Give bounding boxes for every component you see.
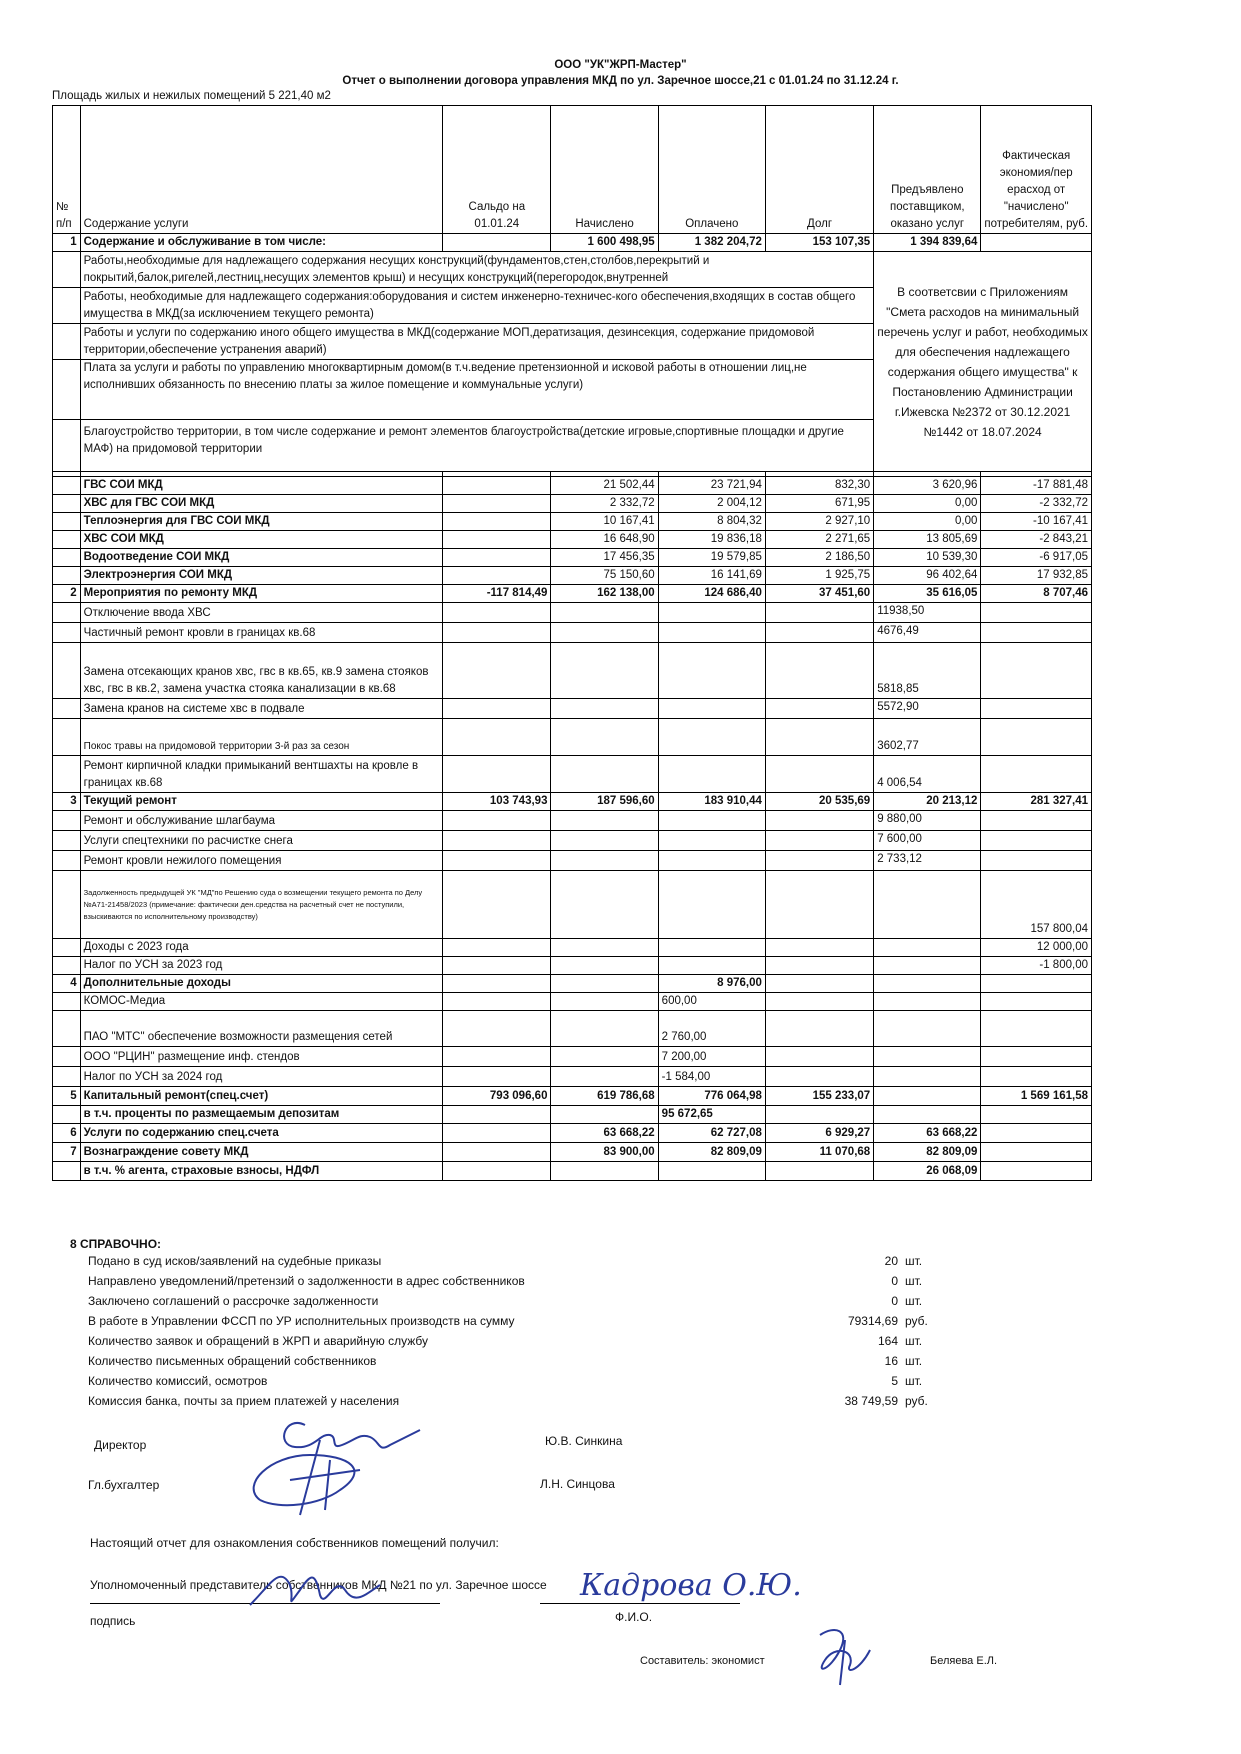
section-row [53,1124,1092,1143]
row-title: Капитальный ремонт(спец.счет) [80,1087,443,1106]
paid-value: 95 672,65 [658,1106,765,1124]
presented-value: 9 880,00 [874,811,981,831]
service-item: Работы и услуги по содержанию иного общего имущества в МКД(содержание МОП,дератизация, дезинсекция, содержание придомовой территории,обеспечение устранения аварий) [80,324,874,360]
table-row [53,871,1092,939]
income-item: Доходы с 2023 года [80,939,443,957]
charged-value: 63 668,22 [551,1124,658,1143]
economy-value: 8 707,46 [981,585,1092,603]
col-no: № п/п [53,106,81,234]
repair-item: Замена отсекающих кранов хвс, гвс в кв.65, кв.9 замена стояков хвс, гвс в кв.2, замена участка стояка канализации в кв.68 [80,643,443,699]
compiler-signature [800,1620,880,1690]
repair-item: Услуги спецтехники по расчистке снега [80,831,443,851]
paid-value: 183 910,44 [658,793,765,811]
paid-value: 776 064,98 [658,1087,765,1106]
debt-value: 1 925,75 [765,567,873,585]
fio-label: Ф.И.О. [615,1610,653,1624]
presented-value: 11938,50 [874,603,981,623]
debt-value: 2 186,50 [765,549,873,567]
table-row [53,603,1092,623]
reference-value: 16 [884,1354,898,1368]
utility-name: ХВС для ГВС СОИ МКД [80,495,443,513]
reference-value: 0 [891,1274,898,1288]
reference-value: 164 [877,1334,898,1348]
received-text: Настоящий отчет для ознакомления собственников помещений получил: [90,1536,499,1550]
paid-value: 19 579,85 [658,549,765,567]
economy-value: -10 167,41 [981,513,1092,531]
row-number: 4 [53,975,81,993]
presented-value: 5818,85 [874,643,981,699]
section-row [53,1143,1092,1162]
section-row [53,585,1092,603]
table-row [53,531,1092,549]
debt-value: 37 451,60 [765,585,873,603]
reference-value: 5 [891,1374,898,1388]
reference-row [70,1334,970,1354]
reference-row [70,1294,970,1314]
presented-value: 35 616,05 [874,585,981,603]
debt-value: 832,30 [765,477,873,495]
debt-value: 155 233,07 [765,1087,873,1106]
debt-note: Задолженность предыдущей УК "МД"по Решению суда о возмещении текущего ремонта по Делу №А71-21458/2023 (примечание: фактически ден.средства на расчетный счет не поступили, взыскиваются по исполнительному производству) [80,871,443,939]
table-row [53,623,1092,643]
economy-value: 157 800,04 [981,871,1092,939]
handwritten-fio: Кадрова О.Ю. [580,1568,802,1603]
saldo-value: -117 814,49 [443,585,551,603]
paid-value: 8 804,32 [658,513,765,531]
table-header-row [53,106,1092,234]
economy-value: 17 932,85 [981,567,1092,585]
charged-value: 162 138,00 [551,585,658,603]
presented-value: 3 620,96 [874,477,981,495]
row-number: 1 [53,234,81,252]
debt-value: 2 271,65 [765,531,873,549]
table-row [53,719,1092,756]
table-row [53,643,1092,699]
charged-value: 21 502,44 [551,477,658,495]
accountant-label: Гл.бухгалтер [88,1478,160,1492]
row-title: Мероприятия по ремонту МКД [80,585,443,603]
reference-unit: шт. [905,1294,923,1308]
row-title: Дополнительные доходы [80,975,443,993]
presented-value: 4 006,54 [874,756,981,793]
reference-row [70,1254,970,1274]
regulation-note: В соответсвии с Приложениям "Смета расходов на минимальный перечень услуг и работ, необходимых для обеспечения надлежащего содержания общего имущества" к Постановлению Администрации г.Ижевска №2372 от 30.12.2021 №1442 от 18.07.2024 [874,252,1092,472]
paid-value: 23 721,94 [658,477,765,495]
presented-value: 0,00 [874,495,981,513]
director-label: Директор [94,1438,147,1452]
paid-value: 16 141,69 [658,567,765,585]
section-row [53,793,1092,811]
row-number: 3 [53,793,81,811]
col-service: Содержание услуги [80,106,443,234]
presented-value: 1 394 839,64 [874,234,981,252]
reference-label: Подано в суд исков/заявлений на судебные приказы [88,1254,382,1268]
org-name: ООО "УК"ЖРП-Мастер" [554,59,687,71]
accountant-name: Л.Н. Синцова [540,1477,615,1491]
paid-value: 62 727,08 [658,1124,765,1143]
representative-text: Уполномоченный представитель собственников МКД №21 по ул. Заречное шоссе [90,1578,547,1592]
presented-value: 26 068,09 [874,1162,981,1181]
table-row [53,699,1092,719]
table-row [53,811,1092,831]
utility-name: Электроэнергия СОИ МКД [80,567,443,585]
economy-value: -1 800,00 [981,957,1092,975]
sub-item: в т.ч. проценты по размещаемым депозитам [80,1106,443,1124]
debt-value: 6 929,27 [765,1124,873,1143]
reference-row [70,1354,970,1374]
table-row [53,1106,1092,1124]
reference-value: 0 [891,1294,898,1308]
reference-value: 79314,69 [847,1314,898,1328]
service-item: Работы,необходимые для надлежащего содержания несущих конструкций(фундаментов,стен,столбов,перекрытий и покрытий,балок,ригелей,лестниц,несущих элементов крыш) и несущих конструкций(перегородок,внутренней [80,252,874,288]
reference-label: Количество заявок и обращений в ЖРП и аварийную службу [88,1334,428,1348]
debt-value: 20 535,69 [765,793,873,811]
sub-item: в т.ч. % агента, страховые взносы, НДФЛ [80,1162,443,1181]
tax-item: Налог по УСН за 2023 год [80,957,443,975]
income-item: ООО "РЦИН" размещение инф. стендов [80,1047,443,1067]
presented-value: 10 539,30 [874,549,981,567]
repair-item: Ремонт и обслуживание шлагбаума [80,811,443,831]
col-charged: Начислено [551,106,658,234]
debt-value: 671,95 [765,495,873,513]
utility-name: ХВС СОИ МКД [80,531,443,549]
table-row [53,1047,1092,1067]
table-row [53,1011,1092,1047]
table-row [53,851,1092,871]
presented-value: 63 668,22 [874,1124,981,1143]
repair-item: Частичный ремонт кровли в границах кв.68 [80,623,443,643]
paid-value: 8 976,00 [658,975,765,993]
table-row [53,567,1092,585]
service-item: Плата за услуги и работы по управлению многоквартирным домом(в т.ч.ведение претензионной и исковой работы в отношении лиц,не исполнивших обязанность по внесению платы за жилое помещение и коммунальные услуги) [80,360,874,420]
charged-value: 83 900,00 [551,1143,658,1162]
service-item: Благоустройство территории, в том числе содержание и ремонт элементов благоустройства(детские игровые,спортивные площадки и другие МАФ) на придомовой территории [80,420,874,472]
reference-unit: руб. [905,1314,928,1328]
row-title: Содержание и обслуживание в том числе: [80,234,443,252]
reference-label: Направлено уведомлений/претензий о задолженности в адрес собственников [88,1274,525,1288]
table-row [53,1162,1092,1181]
reference-unit: шт. [905,1254,923,1268]
economy-value: 281 327,41 [981,793,1092,811]
debt-value: 2 927,10 [765,513,873,531]
accountant-signature [230,1430,410,1520]
col-presented: Предъявлено поставщиком, оказано услуг [874,106,981,234]
service-item: Работы, необходимые для надлежащего содержания:оборудования и систем инженерно-техничес-кого обеспечения,входящих в состав общего имущества в МКД(за исключением текущего ремонта) [80,288,874,324]
economy-value: 12 000,00 [981,939,1092,957]
reference-unit: шт. [905,1334,923,1348]
presented-value: 13 805,69 [874,531,981,549]
reference-row [70,1394,970,1414]
utility-name: Теплоэнергия для ГВС СОИ МКД [80,513,443,531]
presented-value: 96 402,64 [874,567,981,585]
table-row [53,939,1092,957]
economy-value: -6 917,05 [981,549,1092,567]
economy-value: -2 843,21 [981,531,1092,549]
presented-value: 3602,77 [874,719,981,756]
table-row [53,495,1092,513]
saldo-value: 793 096,60 [443,1087,551,1106]
reference-title: 8 СПРАВОЧНО: [70,1237,162,1251]
reference-unit: руб. [905,1394,928,1408]
paid-value: 2 760,00 [658,1011,765,1047]
reference-unit: шт. [905,1354,923,1368]
table-row [53,993,1092,1011]
repair-item: Ремонт кровли нежилого помещения [80,851,443,871]
row-number: 2 [53,585,81,603]
reference-label: В работе в Управлении ФССП по УР исполнительных производств на сумму [88,1314,515,1328]
saldo-value: 103 743,93 [443,793,551,811]
paid-value: 7 200,00 [658,1047,765,1067]
col-debt: Долг [765,106,873,234]
reference-value: 20 [884,1254,898,1268]
reference-label: Количество письменных обращений собственников [88,1354,377,1368]
utility-name: Водоотведение СОИ МКД [80,549,443,567]
table-row [53,756,1092,793]
income-item: Налог по УСН за 2024 год [80,1067,443,1087]
row-title: Текущий ремонт [80,793,443,811]
reference-row [70,1374,970,1394]
economy-value: 1 569 161,58 [981,1087,1092,1106]
reference-row [70,1274,970,1294]
presented-value: 4676,49 [874,623,981,643]
compiler-name: Беляева Е.Л. [930,1655,998,1667]
debt-value: 11 070,68 [765,1143,873,1162]
reference-label: Количество комиссий, осмотров [88,1374,268,1388]
report-title: Отчет о выполнении договора управления МКД по ул. Заречное шоссе,21 с 01.01.24 по 31.12.24 г. [342,75,899,87]
table-row [53,957,1092,975]
row-title: Услуги по содержанию спец.счета [80,1124,443,1143]
row-number: 6 [53,1124,81,1143]
table-row [53,1067,1092,1087]
signature-label: подпись [90,1614,136,1628]
charged-value: 17 456,35 [551,549,658,567]
area-info: Площадь жилых и нежилых помещений 5 221,40 м2 [52,90,331,102]
report-table [52,105,1092,1181]
table-row [53,252,1092,288]
col-paid: Оплачено [658,106,765,234]
debt-value: 153 107,35 [765,234,873,252]
paid-value: 2 004,12 [658,495,765,513]
row-number: 5 [53,1087,81,1106]
compiler-label: Составитель: экономист [640,1655,765,1667]
reference-unit: шт. [905,1374,923,1388]
table-row [53,513,1092,531]
section-row [53,234,1092,252]
charged-value: 10 167,41 [551,513,658,531]
reference-unit: шт. [905,1274,923,1288]
repair-item: Покос травы на придомовой территории 3-й раз за сезон [80,719,443,756]
charged-value: 187 596,60 [551,793,658,811]
charged-value: 2 332,72 [551,495,658,513]
presented-value: 82 809,09 [874,1143,981,1162]
paid-value: -1 584,00 [658,1067,765,1087]
table-row [53,477,1092,495]
reference-label: Заключено соглашений о рассрочке задолженности [88,1294,379,1308]
table-row [53,549,1092,567]
income-item: ПАО "МТС" обеспечение возможности размещения сетей [80,1011,443,1047]
charged-value: 619 786,68 [551,1087,658,1106]
economy-value: -17 881,48 [981,477,1092,495]
charged-value: 75 150,60 [551,567,658,585]
presented-value: 7 600,00 [874,831,981,851]
repair-item: Отключение ввода ХВС [80,603,443,623]
reference-row [70,1314,970,1334]
col-saldo: Сальдо на 01.01.24 [443,106,551,234]
presented-value: 20 213,12 [874,793,981,811]
col-economy: Фактическая экономия/пер ерасход от "начислено" потребителям, руб. [981,106,1092,234]
paid-value: 19 836,18 [658,531,765,549]
economy-value: -2 332,72 [981,495,1092,513]
repair-item: Замена кранов на системе хвс в подвале [80,699,443,719]
presented-value: 0,00 [874,513,981,531]
paid-value: 124 686,40 [658,585,765,603]
presented-value: 5572,90 [874,699,981,719]
reference-value: 38 749,59 [844,1394,898,1408]
reference-label: Комиссия банка, почты за прием платежей у населения [88,1394,400,1408]
presented-value: 2 733,12 [874,851,981,871]
charged-value: 1 600 498,95 [551,234,658,252]
reference-section [70,1237,970,1414]
charged-value: 16 648,90 [551,531,658,549]
repair-item: Ремонт кирпичной кладки примыканий вентшахты на кровле в границах кв.68 [80,756,443,793]
row-number: 7 [53,1143,81,1162]
income-item: КОМОС-Медиа [80,993,443,1011]
section-row [53,975,1092,993]
representative-signature [240,1555,390,1615]
paid-value: 600,00 [658,993,765,1011]
director-name: Ю.В. Синкина [545,1434,623,1448]
paid-value: 82 809,09 [658,1143,765,1162]
section-row [53,1087,1092,1106]
paid-value: 1 382 204,72 [658,234,765,252]
row-title: Вознаграждение совету МКД [80,1143,443,1162]
utility-name: ГВС СОИ МКД [80,477,443,495]
table-row [53,831,1092,851]
